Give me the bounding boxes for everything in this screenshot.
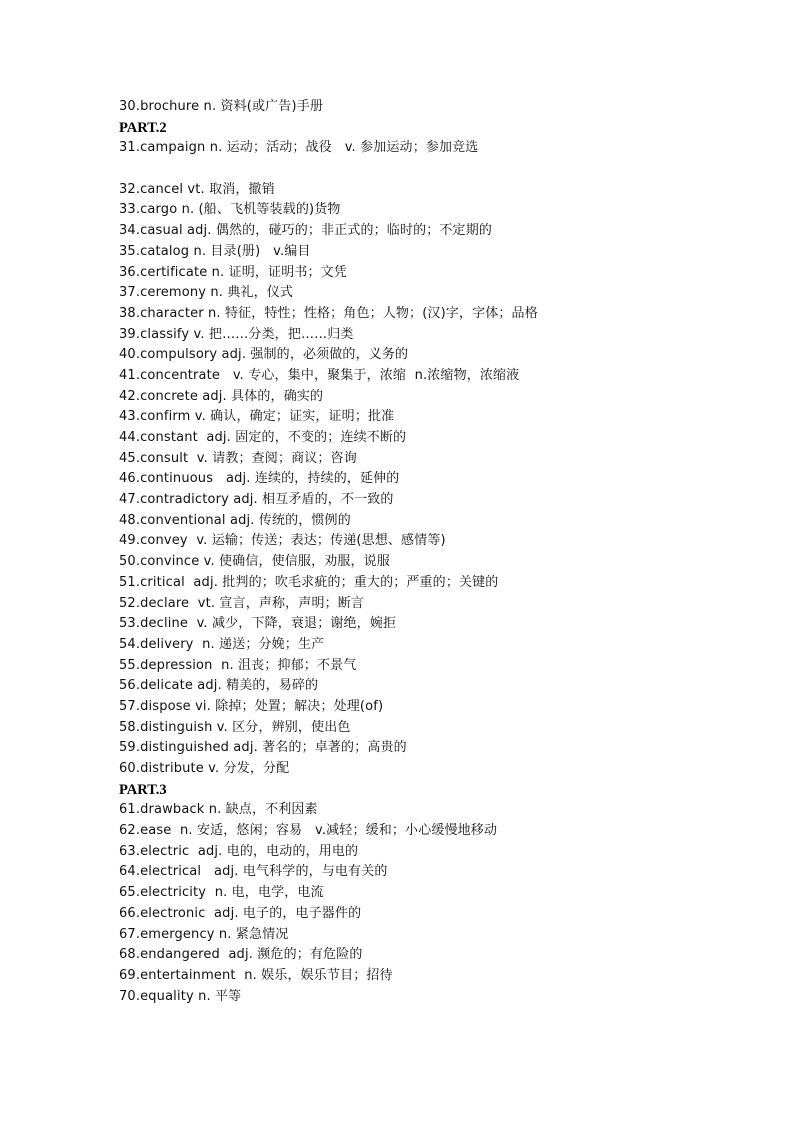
vocabulary-entry: 47.contradictory adj. 相互矛盾的，不一致的 <box>119 492 394 508</box>
vocabulary-entry: 68.endangered adj. 濒危的；有危险的 <box>119 947 363 963</box>
vocabulary-entry: 56.delicate adj. 精美的，易碎的 <box>119 678 319 694</box>
vocabulary-document <box>119 97 759 1007</box>
vocabulary-entry: 46.continuous adj. 连续的，持续的，延伸的 <box>119 471 400 487</box>
vocabulary-entry: 62.ease n. 安适，悠闲；容易 v.减轻；缓和；小心缓慢地移动 <box>119 823 498 839</box>
vocabulary-entry: 32.cancel vt. 取消，撤销 <box>119 181 275 197</box>
vocabulary-entry: 33.cargo n. (船、飞机等装载的)货物 <box>119 202 341 218</box>
vocabulary-entry: 69.entertainment n. 娱乐，娱乐节目；招待 <box>119 967 393 983</box>
vocabulary-entry: 66.electronic adj. 电子的，电子器件的 <box>119 905 362 921</box>
vocabulary-entry: 41.concentrate v. 专心，集中，聚集于，浓缩 n.浓缩物，浓缩液 <box>119 367 520 383</box>
vocabulary-entry: 70.equality n. 平等 <box>119 988 242 1004</box>
vocabulary-entry: 30.brochure n. 资料(或广告)手册 <box>119 99 324 114</box>
vocabulary-entry: 58.distinguish v. 区分，辨别，使出色 <box>119 719 351 735</box>
vocabulary-entry: 50.convince v. 使确信，使信服，劝服，说服 <box>119 554 390 570</box>
vocabulary-entry: 57.dispose vi. 除掉；处置；解决；处理(of) <box>119 698 384 714</box>
vocabulary-entry: 49.convey v. 运输；传送；表达；传递(思想、感情等) <box>119 533 446 549</box>
vocabulary-entry: 65.electricity n. 电，电学，电流 <box>119 885 324 901</box>
vocabulary-entry: 52.declare vt. 宣言，声称，声明；断言 <box>119 595 365 611</box>
vocabulary-entry: 36.certificate n. 证明，证明书；文凭 <box>119 264 347 280</box>
vocabulary-entry: 37.ceremony n. 典礼，仪式 <box>119 285 294 301</box>
vocabulary-entry: 35.catalog n. 目录(册) v.编目 <box>119 243 311 259</box>
vocabulary-entry: 44.constant adj. 固定的，不变的；连续不断的 <box>119 430 407 445</box>
vocabulary-entry: 59.distinguished adj. 著名的；卓著的；高贵的 <box>119 740 407 756</box>
vocabulary-entry: 60.distribute v. 分发，分配 <box>119 761 290 776</box>
vocabulary-entry: 53.decline v. 减少，下降，衰退；谢绝，婉拒 <box>119 616 397 632</box>
vocabulary-entry: 67.emergency n. 紧急情况 <box>119 926 289 942</box>
vocabulary-entry: 55.depression n. 沮丧；抑郁；不景气 <box>119 657 357 673</box>
vocabulary-entry: 61.drawback n. 缺点，不利因素 <box>119 802 318 818</box>
vocabulary-entry: 40.compulsory adj. 强制的，必须做的，义务的 <box>119 347 409 363</box>
vocabulary-entry: 38.character n. 特征，特性；性格；角色；人物；(汉)字，字体；品格 <box>119 305 538 321</box>
section-heading: PART.3 <box>119 781 167 798</box>
blank-line <box>119 159 759 180</box>
vocabulary-entry: 63.electric adj. 电的，电动的，用电的 <box>119 843 359 859</box>
vocabulary-entry: 39.classify v. 把……分类，把……归类 <box>119 326 354 342</box>
vocabulary-entry: 64.electrical adj. 电气科学的，与电有关的 <box>119 864 388 880</box>
vocabulary-entry: 42.concrete adj. 具体的，确实的 <box>119 388 324 404</box>
vocabulary-entry: 45.consult v. 请教；查阅；商议；咨询 <box>119 450 357 466</box>
section-heading: PART.2 <box>119 119 167 136</box>
vocabulary-entry: 51.critical adj. 批判的；吹毛求疵的；重大的；严重的；关键的 <box>119 574 499 590</box>
vocabulary-entry: 54.delivery n. 递送；分娩；生产 <box>119 636 325 652</box>
vocabulary-entry: 48.conventional adj. 传统的，惯例的 <box>119 512 351 528</box>
vocabulary-entry: 34.casual adj. 偶然的，碰巧的；非正式的；临时的；不定期的 <box>119 223 493 239</box>
vocabulary-entry: 31.campaign n. 运动；活动；战役 v. 参加运动；参加竞选 <box>119 140 479 156</box>
vocabulary-entry: 43.confirm v. 确认，确定；证实，证明；批准 <box>119 409 395 425</box>
